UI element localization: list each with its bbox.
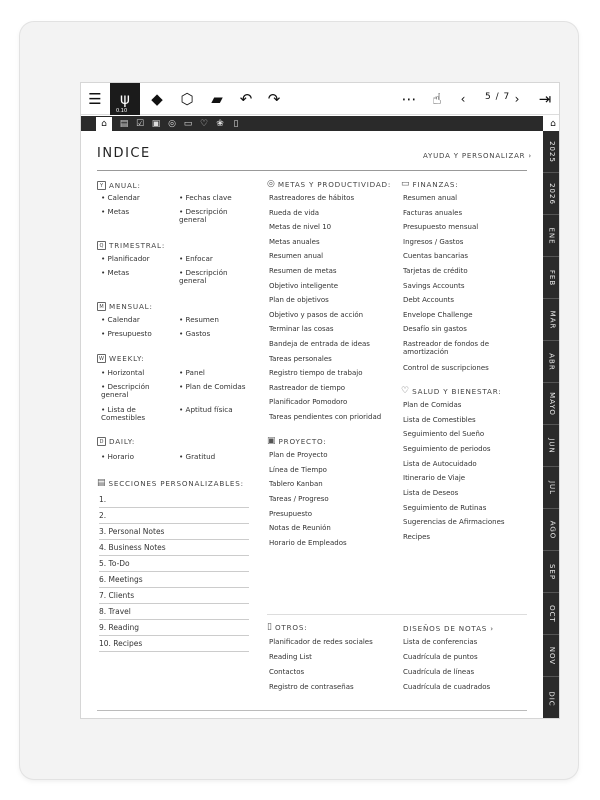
link-proyecto[interactable]: Horario de Empleados (269, 539, 347, 547)
link-mens-resumen[interactable]: • Resumen (179, 315, 219, 324)
link-finanzas[interactable]: Control de suscripciones (403, 364, 489, 372)
tab-spa-icon[interactable]: ❀ (216, 118, 224, 129)
tab-clipboard-icon[interactable]: ▤ (119, 118, 129, 129)
link-proyecto[interactable]: Tablero Kanban (269, 480, 323, 488)
link-salud[interactable]: Sugerencias de Afirmaciones (403, 518, 505, 526)
help-link[interactable]: AYUDA Y PERSONALIZAR › (423, 152, 532, 160)
side-home-icon[interactable]: ⌂ (550, 118, 556, 129)
link-week-horizontal[interactable]: • Horizontal (101, 368, 145, 377)
tab-briefcase-icon[interactable]: ▣ (151, 118, 161, 129)
custom-item-8[interactable]: 8. Travel (99, 604, 249, 620)
index-content (81, 131, 543, 719)
tab-dic[interactable]: DIC (548, 690, 556, 707)
redo-icon[interactable]: ↷ (267, 90, 281, 108)
custom-item-10[interactable]: 10. Recipes (99, 636, 249, 652)
pen-size-label: 0.10 (116, 108, 128, 114)
section-finanzas: ▭ FINANZAS: (401, 179, 459, 189)
screen (80, 82, 560, 719)
tab-feb[interactable]: FEB (543, 257, 560, 299)
link-metas[interactable]: Registro tiempo de trabajo (269, 369, 363, 377)
link-week-panel[interactable]: • Panel (179, 368, 205, 377)
eraser-icon[interactable]: ◆ (151, 90, 163, 108)
badge-y-icon: Y (97, 181, 106, 190)
lasso-icon[interactable]: ⬡ (180, 90, 194, 108)
link-anual-fechas[interactable]: • Fechas clave (179, 193, 232, 202)
more-icon[interactable]: ⋯ (401, 90, 417, 108)
custom-item-4[interactable]: 4. Business Notes (99, 540, 249, 556)
link-metas[interactable]: Rastreador de tiempo (269, 384, 346, 392)
link-proyecto[interactable]: Tareas / Progreso (269, 495, 329, 503)
link-salud[interactable]: Itinerario de Viaje (403, 474, 466, 482)
top-toolbar (81, 83, 560, 115)
link-finanzas[interactable]: Debt Accounts (403, 296, 455, 304)
section-anual[interactable]: Y ANUAL: (97, 181, 141, 190)
tab-heart-icon[interactable]: ♡ (199, 118, 209, 129)
menu-icon[interactable]: ☰ (88, 90, 102, 108)
section-weekly[interactable]: W WEEKLY: (97, 354, 144, 363)
link-week-aptitud[interactable]: • Aptitud física (179, 405, 233, 414)
section-disenos[interactable]: DISEÑOS DE NOTAS › (403, 624, 494, 633)
link-salud[interactable]: Seguimiento del Sueño (403, 430, 485, 438)
link-otros[interactable]: Planificador de redes sociales (269, 638, 373, 646)
month-sidebar (543, 131, 560, 719)
link-finanzas[interactable]: Presupuesto mensual (403, 223, 479, 231)
list-icon: ▤ (97, 478, 106, 488)
link-salud[interactable]: Seguimiento de Rutinas (403, 504, 487, 512)
tab-sep[interactable]: SEP (543, 551, 560, 593)
document-icon: ▯ (267, 622, 272, 632)
pen-tool-button[interactable] (110, 83, 140, 115)
tab-mayo[interactable]: MAYO (543, 383, 560, 425)
link-finanzas[interactable]: Facturas anuales (403, 209, 463, 217)
link-salud[interactable]: Seguimiento de periodos (403, 445, 491, 453)
wallet-icon: ▭ (401, 179, 410, 189)
link-mens-gastos[interactable]: • Gastos (179, 329, 211, 338)
link-trim-planificador[interactable]: • Planificador (101, 254, 150, 263)
tab-jun[interactable]: JUN (543, 425, 560, 467)
link-trim-enfocar[interactable]: • Enfocar (179, 254, 213, 263)
tab-target-icon[interactable]: ◎ (168, 118, 176, 129)
link-proyecto[interactable]: Presupuesto (269, 510, 313, 518)
link-otros[interactable]: Contactos (269, 668, 305, 676)
link-metas[interactable]: Planificador Pomodoro (269, 398, 348, 406)
tab-abr[interactable]: ABR (543, 341, 560, 383)
tab-nov[interactable]: NOV (543, 635, 560, 677)
link-disenos[interactable]: Cuadrícula de cuadrados (403, 683, 491, 691)
link-metas[interactable]: Objetivo inteligente (269, 282, 339, 290)
custom-item-3[interactable]: 3. Personal Notes (99, 524, 249, 540)
link-metas[interactable]: Resumen anual (269, 252, 324, 260)
bottom-divider (267, 614, 527, 615)
link-trim-descripcion[interactable]: • Descripción general (179, 268, 228, 285)
tab-document-icon[interactable]: ▯ (233, 118, 239, 129)
page-title: INDICE (97, 146, 151, 161)
custom-item-6[interactable]: 6. Meetings (99, 572, 249, 588)
custom-item-7[interactable]: 7. Clients (99, 588, 249, 604)
link-metas[interactable]: Terminar las cosas (269, 325, 334, 333)
undo-icon[interactable]: ↶ (239, 90, 253, 108)
link-finanzas[interactable]: Rastreador de fondos de amortización (403, 340, 490, 356)
link-proyecto[interactable]: Línea de Tiempo (269, 466, 327, 474)
link-metas[interactable]: Rastreadores de hábitos (269, 194, 355, 202)
link-proyecto[interactable]: Plan de Proyecto (269, 451, 328, 459)
link-metas[interactable]: Objetivo y pasos de acción (269, 311, 364, 319)
badge-m-icon: M (97, 302, 106, 311)
link-disenos[interactable]: Lista de conferencias (403, 638, 478, 646)
tab-oct[interactable]: OCT (543, 593, 560, 635)
link-mens-calendar[interactable]: • Calendar (101, 315, 140, 324)
section-proyecto: ▣ PROYECTO: (267, 436, 327, 446)
link-otros[interactable]: Registro de contraseñas (269, 683, 354, 691)
link-week-comestibles[interactable]: • Lista de Comestibles (101, 405, 146, 422)
link-trim-metas[interactable]: • Metas (101, 268, 130, 277)
link-finanzas[interactable]: Desafío sin gastos (403, 325, 467, 333)
briefcase-icon: ▣ (267, 436, 276, 446)
custom-item-9[interactable]: 9. Reading (99, 620, 249, 636)
section-custom: ▤ SECCIONES PERSONALIZABLES: (97, 478, 244, 488)
link-metas[interactable]: Metas anuales (269, 238, 320, 246)
link-finanzas[interactable]: Tarjetas de crédito (403, 267, 468, 275)
prev-page-icon[interactable]: ‹ (460, 92, 466, 106)
link-finanzas[interactable]: Resumen anual (403, 194, 458, 202)
tab-checkbox-icon[interactable]: ☑ (135, 118, 145, 129)
tab-ago[interactable]: AGO (543, 509, 560, 551)
custom-item-2[interactable]: 2. (99, 508, 249, 524)
link-finanzas[interactable]: Savings Accounts (403, 282, 465, 290)
tab-2025[interactable]: 2025 (543, 131, 560, 173)
badge-d-icon: D (97, 437, 106, 446)
tab-mar[interactable]: MAR (543, 299, 560, 341)
link-finanzas[interactable]: Cuentas bancarias (403, 252, 469, 260)
link-daily-horario[interactable]: • Horario (101, 452, 135, 461)
badge-w-icon: W (97, 354, 106, 363)
pen-icon: ψ (120, 90, 130, 108)
link-metas[interactable]: Metas de nivel 10 (269, 223, 332, 231)
link-finanzas[interactable]: Envelope Challenge (403, 311, 473, 319)
exit-icon[interactable]: ⇥ (538, 90, 552, 108)
link-salud[interactable]: Lista de Deseos (403, 489, 459, 497)
link-week-descripcion[interactable]: • Descripción general (101, 382, 150, 399)
section-otros: ▯ OTROS: (267, 622, 308, 632)
link-disenos[interactable]: Cuadrícula de puntos (403, 653, 478, 661)
layers-icon[interactable]: ▰ (211, 90, 223, 108)
link-metas[interactable]: Tareas personales (269, 355, 332, 363)
touch-icon[interactable]: ☝ (432, 90, 442, 108)
section-daily[interactable]: D DAILY: (97, 437, 135, 446)
link-week-comidas[interactable]: • Plan de Comidas (179, 382, 246, 391)
link-mens-presupuesto[interactable]: • Presupuesto (101, 329, 152, 338)
link-metas[interactable]: Plan de objetivos (269, 296, 329, 304)
next-page-icon[interactable]: › (514, 92, 520, 106)
section-metas: ◎ METAS Y PRODUCTIVIDAD: (267, 179, 392, 189)
section-salud: ♡ SALUD Y BIENESTAR: (401, 386, 502, 396)
section-mensual[interactable]: M MENSUAL: (97, 302, 153, 311)
footer-line (97, 710, 527, 711)
link-daily-gratitud[interactable]: • Gratitud (179, 452, 216, 461)
title-divider (97, 170, 527, 171)
custom-item-5[interactable]: 5. To-Do (99, 556, 249, 572)
link-anual-descripcion[interactable]: • Descripción general (179, 207, 228, 224)
link-salud[interactable]: Recipes (403, 533, 431, 541)
link-disenos[interactable]: Cuadrícula de líneas (403, 668, 475, 676)
heart-icon: ♡ (401, 386, 410, 396)
tab-2026[interactable]: 2026 (543, 173, 560, 215)
tab-wallet-icon[interactable]: ▭ (183, 118, 193, 129)
tab-ene[interactable]: ENE (543, 215, 560, 257)
link-finanzas[interactable]: Ingresos / Gastos (403, 238, 464, 246)
link-salud[interactable]: Lista de Comestibles (403, 416, 476, 424)
badge-q-icon: Q (97, 241, 106, 250)
link-metas[interactable]: Tareas pendientes con prioridad (269, 413, 382, 421)
link-salud[interactable]: Lista de Autocuidado (403, 460, 477, 468)
link-anual-calendar[interactable]: • Calendar (101, 193, 140, 202)
link-proyecto[interactable]: Notas de Reunión (269, 524, 331, 532)
tab-jul[interactable]: JUL (543, 467, 560, 509)
link-metas[interactable]: Bandeja de entrada de ideas (269, 340, 370, 348)
section-trimestral[interactable]: Q TRIMESTRAL: (97, 241, 165, 250)
link-salud[interactable]: Plan de Comidas (403, 401, 462, 409)
custom-item-1[interactable]: 1. (99, 492, 249, 508)
target-icon: ◎ (267, 179, 275, 189)
link-anual-metas[interactable]: • Metas (101, 207, 130, 216)
tab-home-icon[interactable]: ⌂ (95, 116, 113, 131)
tablet-frame (20, 22, 578, 779)
link-otros[interactable]: Reading List (269, 653, 312, 661)
link-metas[interactable]: Rueda de vida (269, 209, 320, 217)
page-indicator: 5 / 7 (485, 92, 511, 102)
link-metas[interactable]: Resumen de metas (269, 267, 337, 275)
